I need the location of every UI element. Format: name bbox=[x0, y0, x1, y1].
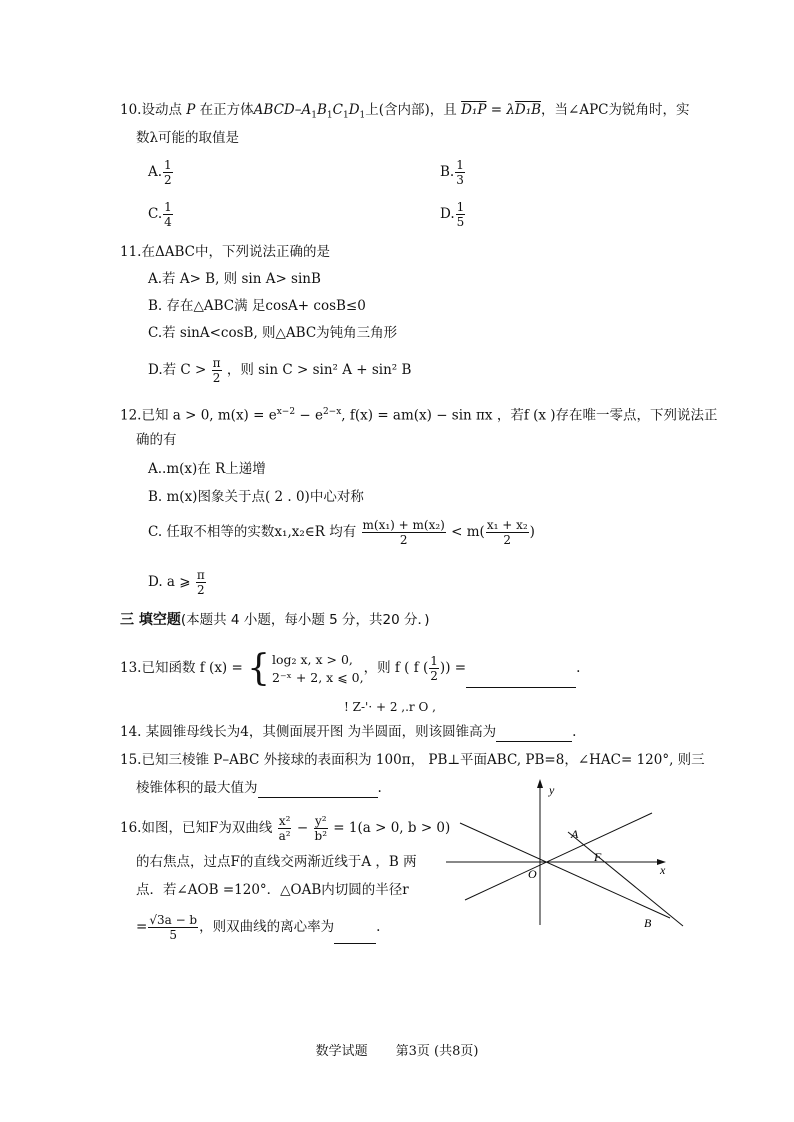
fraction bbox=[212, 356, 222, 385]
point-a-label: A bbox=[571, 827, 579, 841]
option-label: B. bbox=[440, 164, 455, 180]
q12-stem-line1 bbox=[120, 402, 718, 426]
option-label: C. bbox=[148, 206, 163, 222]
q10-option-d[interactable] bbox=[440, 200, 466, 229]
denominator: 2 bbox=[164, 173, 172, 187]
q16-text: − bbox=[292, 820, 313, 836]
q11-option-b[interactable]: B. 存在△ABC满 足cosA+ cosB≤0 bbox=[148, 298, 366, 314]
section-note: (本题共 4 小题，每小题 5 分，共20 分．) bbox=[180, 612, 430, 628]
q12-text: − e bbox=[295, 407, 323, 424]
q10-sub: 1 bbox=[342, 110, 349, 121]
section-title: 三 填空题 bbox=[120, 612, 181, 628]
denominator: 2 bbox=[212, 371, 221, 385]
q16-text: . bbox=[376, 919, 381, 935]
q16-text: 16.如图，已知F为双曲线 bbox=[120, 820, 277, 836]
option-label: D. bbox=[440, 206, 455, 222]
q10-point-p: P bbox=[186, 102, 196, 118]
origin-label: O bbox=[528, 867, 537, 881]
q13-artifact: ! Z-'· + 2 ,.r O , bbox=[344, 700, 436, 714]
answer-blank[interactable] bbox=[334, 929, 376, 944]
piecewise-row: 2⁻ˣ + 2, x ⩽ 0, bbox=[272, 669, 364, 685]
fraction bbox=[163, 158, 173, 187]
point-f-label: F bbox=[594, 850, 602, 864]
q10-option-c[interactable] bbox=[148, 200, 174, 229]
q15-stem-line2 bbox=[136, 778, 382, 798]
q15-text: . bbox=[377, 780, 382, 796]
fraction bbox=[486, 518, 529, 547]
numerator: 1 bbox=[456, 200, 465, 214]
numerator: y² bbox=[314, 814, 327, 828]
q10-cube: B bbox=[316, 102, 327, 118]
q16-stem-line1 bbox=[120, 812, 450, 844]
hyperbola-figure bbox=[440, 775, 690, 935]
point-b-label: B bbox=[644, 916, 652, 930]
option-text: < m( bbox=[446, 524, 485, 540]
numerator: 1 bbox=[430, 654, 438, 668]
q12-option-d[interactable] bbox=[148, 568, 207, 597]
denominator: 3 bbox=[456, 173, 464, 187]
q14-stem bbox=[120, 722, 576, 742]
q16-stem-line3: 点．若∠AOB =120°．△OAB内切圆的半径r bbox=[136, 882, 409, 898]
q15-text: 棱锥体积的最大值为 bbox=[136, 780, 258, 796]
option-text: D. a ⩾ bbox=[148, 574, 195, 590]
answer-blank[interactable] bbox=[258, 783, 378, 798]
numerator: x₁ + x₂ bbox=[486, 518, 528, 532]
fraction bbox=[148, 913, 198, 942]
brace-icon: { bbox=[247, 647, 270, 689]
denominator: 2 bbox=[503, 533, 512, 547]
q10-text: 10.设动点 bbox=[120, 102, 187, 118]
option-text: C. 任取不相等的实数x₁,x₂∈R 均有 bbox=[148, 524, 361, 540]
q10-text: 在正方体 bbox=[195, 102, 254, 118]
q10-vector-d1b: D₁B bbox=[514, 102, 542, 118]
section-3-heading bbox=[120, 610, 429, 630]
numerator: π bbox=[196, 568, 205, 582]
numerator: m(x₁) + m(x₂) bbox=[362, 518, 445, 532]
q12-exponent: x−2 bbox=[276, 407, 296, 417]
x-axis-label: x bbox=[660, 863, 666, 877]
q10-cube: D bbox=[348, 102, 360, 118]
q16-stem-line2: 的右焦点，过点F的直线交两渐近线于A ，B 两 bbox=[136, 854, 417, 870]
denominator: b² bbox=[314, 829, 328, 843]
answer-blank[interactable] bbox=[496, 727, 572, 742]
q12-option-b[interactable]: B. m(x)图象关于点( 2 . 0)中心对称 bbox=[148, 489, 364, 505]
q10-option-a[interactable] bbox=[148, 158, 174, 187]
q13-text: 13.已知函数 f (x) = bbox=[120, 660, 248, 676]
option-text: ，则 sin C > sin² A + sin² B bbox=[222, 362, 412, 378]
q11-option-d[interactable] bbox=[148, 356, 411, 385]
q13-text: . bbox=[576, 660, 581, 676]
asymptote-line bbox=[460, 823, 670, 918]
denominator: 2 bbox=[197, 583, 205, 597]
q16-text: ，则双曲线的离心率为 bbox=[199, 919, 335, 935]
numerator: 1 bbox=[164, 200, 172, 214]
denominator: 2 bbox=[430, 669, 438, 683]
denominator: a² bbox=[278, 829, 291, 843]
fraction bbox=[455, 158, 465, 187]
q13-text: ，则 f ( f ( bbox=[363, 660, 429, 676]
q10-cube: ABCD–A bbox=[253, 102, 312, 118]
q10-sub: 1 bbox=[359, 110, 366, 121]
q15-stem-line1: 15.已知三棱锥 P–ABC 外接球的表面积为 100π， PB⊥平面ABC, PB=8，∠HAC= 120°, 则三 bbox=[120, 752, 705, 768]
option-text: D.若 C > bbox=[148, 362, 211, 378]
q11-option-a[interactable]: A.若 A> B, 则 sin A> sinB bbox=[148, 271, 321, 287]
q10-lambda: = λ bbox=[486, 102, 515, 118]
numerator: √3a − b bbox=[149, 913, 198, 927]
q12-exponent: 2−x bbox=[322, 407, 342, 417]
page-footer bbox=[0, 1040, 794, 1059]
q10-cube: C bbox=[332, 102, 343, 118]
numerator: π bbox=[212, 356, 221, 370]
q10-stem-line2: 数λ可能的取值是 bbox=[136, 130, 240, 146]
answer-blank[interactable] bbox=[466, 673, 576, 688]
q11-stem: 11.在ΔABC中，下列说法正确的是 bbox=[120, 244, 330, 260]
piecewise-function bbox=[247, 647, 364, 689]
q12-text: , f(x) = am(x) − sin πx ，若f (x )存在唯一零点，下列说法正 bbox=[341, 407, 718, 424]
q10-option-b[interactable] bbox=[440, 158, 466, 187]
fraction bbox=[362, 518, 446, 547]
fraction bbox=[163, 200, 173, 229]
denominator: 5 bbox=[456, 215, 465, 229]
asymptote-line bbox=[465, 813, 652, 900]
line-through-focus bbox=[568, 832, 683, 926]
option-text: ) bbox=[529, 524, 535, 540]
q10-stem-line1 bbox=[120, 100, 690, 126]
q12-text: 12.已知 a > 0, m(x) = e bbox=[120, 407, 277, 424]
y-axis-arrow-icon bbox=[537, 779, 543, 788]
q12-option-c[interactable] bbox=[148, 518, 535, 547]
numerator: x² bbox=[278, 814, 291, 828]
q16-text: = bbox=[136, 919, 148, 935]
q10-sub: 1 bbox=[326, 110, 333, 121]
fraction bbox=[196, 568, 206, 597]
fraction bbox=[314, 814, 329, 843]
piecewise-row: log₂ x, x > 0, bbox=[272, 651, 353, 667]
denominator: 2 bbox=[399, 533, 408, 547]
q13-text: )) = bbox=[439, 660, 467, 676]
fraction bbox=[456, 200, 466, 229]
q12-stem-line2: 确的有 bbox=[136, 432, 177, 448]
numerator: 1 bbox=[456, 158, 464, 172]
footer-page-number: 第3页 (共8页) bbox=[395, 1044, 479, 1059]
q11-option-c[interactable]: C.若 sinA<cosB, 则△ABC为钝角三角形 bbox=[148, 325, 398, 341]
fraction bbox=[278, 814, 292, 843]
q13-stem bbox=[120, 648, 580, 688]
q14-text: 14. 某圆锥母线长为4，其侧面展开图 为半圆面，则该圆锥高为 bbox=[120, 724, 497, 740]
q10-text: ，当∠APC为锐角时，实 bbox=[541, 102, 690, 118]
y-axis-label: y bbox=[549, 783, 555, 797]
q10-text: 上(含内部)，且 bbox=[365, 102, 462, 118]
option-label: A. bbox=[148, 164, 163, 180]
q12-option-a[interactable]: A..m(x)在 R上递增 bbox=[148, 461, 266, 477]
q16-stem-line4 bbox=[136, 910, 380, 944]
numerator: 1 bbox=[164, 158, 172, 172]
footer-subject: 数学试题 bbox=[315, 1044, 368, 1059]
q14-text: . bbox=[572, 724, 577, 740]
fraction bbox=[429, 654, 439, 683]
q16-text: = 1(a > 0, b > 0) bbox=[329, 820, 451, 836]
q10-vector-d1p: D₁P bbox=[461, 102, 487, 118]
denominator: 4 bbox=[164, 215, 172, 229]
denominator: 5 bbox=[169, 928, 178, 942]
q10-sub: 1 bbox=[311, 110, 317, 121]
